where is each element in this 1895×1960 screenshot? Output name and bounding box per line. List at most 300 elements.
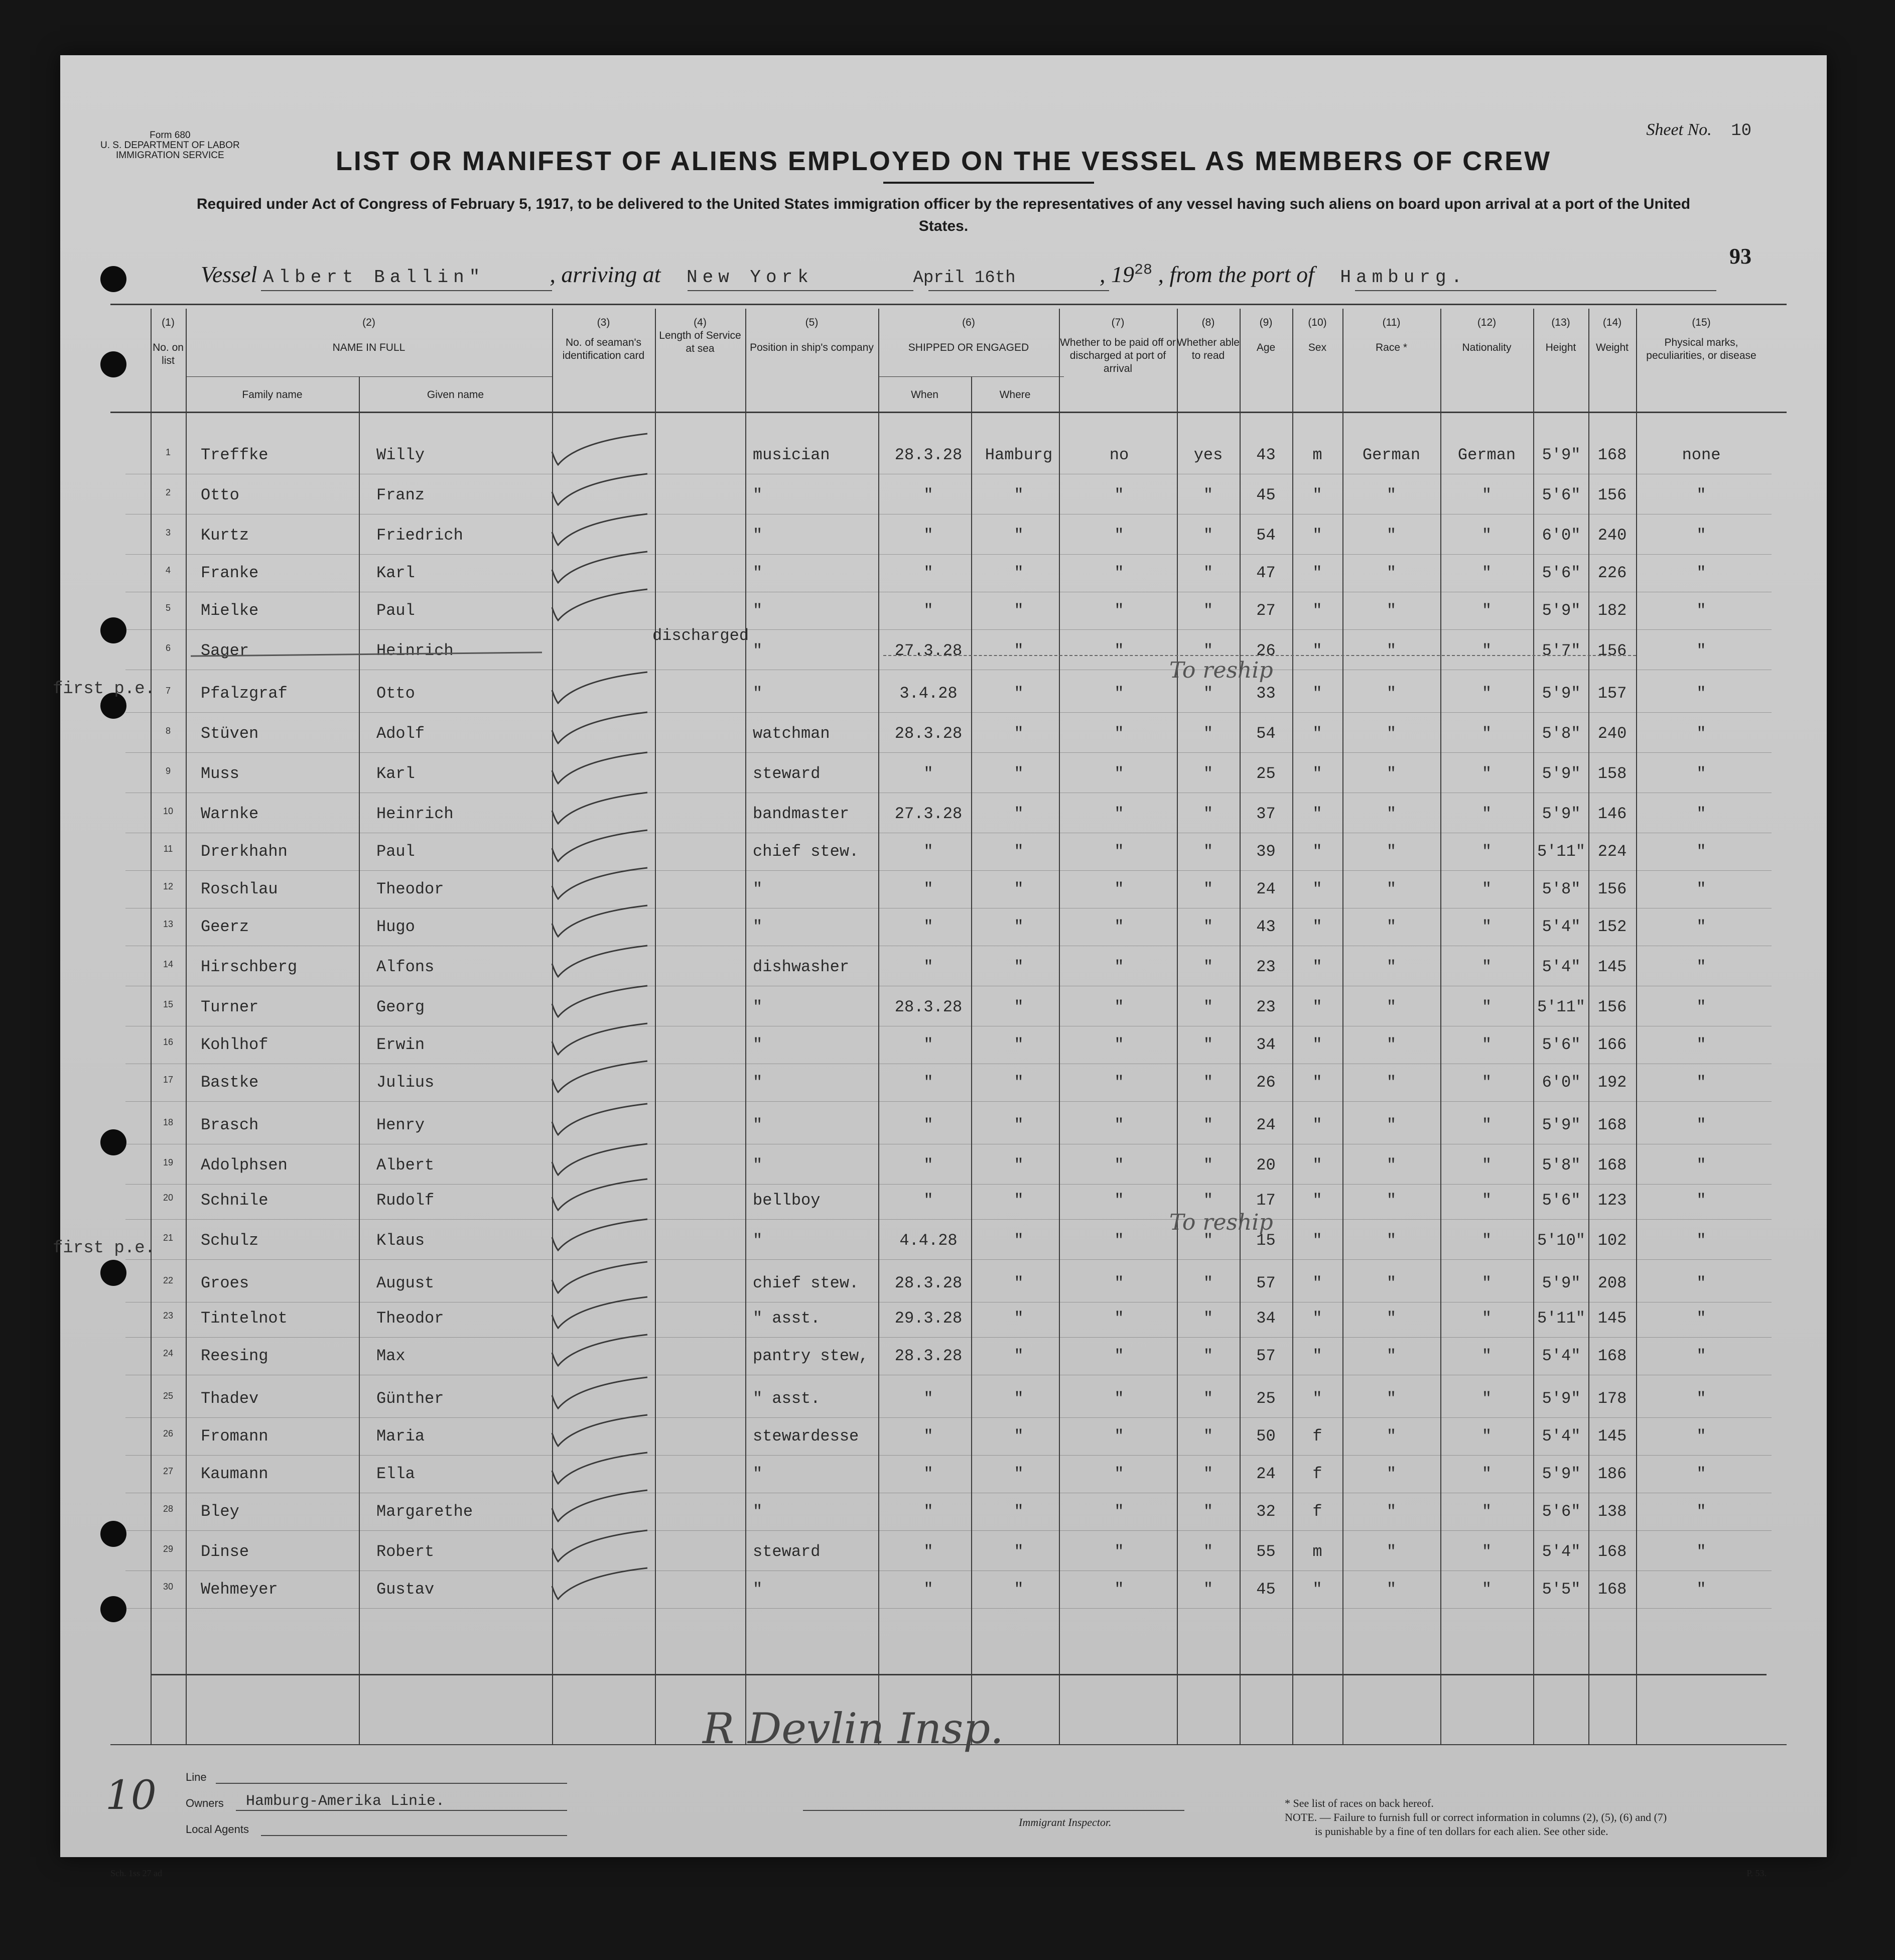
cell-height: 5'4": [1542, 958, 1581, 976]
underline: [1355, 290, 1716, 291]
vessel-label: Vessel: [201, 262, 257, 287]
cell-age: 39: [1256, 842, 1276, 861]
cell-marks: ": [1696, 880, 1706, 898]
cell-race: ": [1386, 1116, 1397, 1134]
cell-paid: ": [1114, 486, 1124, 504]
col-6b-header: Where: [999, 389, 1031, 401]
cell-position: " asst.: [753, 1389, 821, 1408]
cell-weight: 168: [1597, 1580, 1627, 1599]
cell-when: 4.4.28: [899, 1231, 958, 1250]
checkmark-icon: [542, 472, 652, 507]
cell-when: ": [923, 1542, 933, 1561]
table-end-rule: [151, 1674, 1767, 1675]
cell-read: ": [1203, 641, 1213, 660]
cell-height: 5'9": [1542, 764, 1581, 783]
cell-race: ": [1386, 880, 1397, 898]
row-number: 8: [165, 726, 171, 736]
cell-family: Stüven: [201, 724, 259, 743]
cell-position: bellboy: [753, 1191, 821, 1210]
cell-race: ": [1386, 1231, 1397, 1250]
sheet-number: [1646, 120, 1751, 141]
cell-height: 5'4": [1542, 1542, 1581, 1561]
cell-position: ": [753, 1035, 763, 1054]
cell-when: ": [923, 564, 933, 582]
cell-race: ": [1386, 998, 1397, 1016]
cell-when: ": [923, 918, 933, 936]
cell-nat: ": [1481, 1156, 1492, 1174]
checkmark-icon: [542, 1333, 652, 1368]
row-number: 24: [163, 1348, 174, 1358]
cell-marks: ": [1696, 1542, 1706, 1561]
cell-height: 5'9": [1542, 601, 1581, 620]
cell-when: ": [923, 958, 933, 976]
cell-read: ": [1203, 998, 1213, 1016]
cell-where: ": [1014, 724, 1024, 743]
cell-marks: ": [1696, 1191, 1706, 1210]
underline: [803, 1810, 1184, 1811]
cell-given: Hugo: [376, 918, 415, 936]
col-divider: [1533, 309, 1534, 1744]
cell-when: ": [923, 1156, 933, 1174]
cell-given: Adolf: [376, 724, 425, 743]
cell-when: ": [923, 1389, 933, 1408]
cell-given: Henry: [376, 1116, 425, 1134]
checkmark-icon: [542, 710, 652, 745]
cell-marks: ": [1696, 1465, 1706, 1483]
binder-hole: [100, 1129, 126, 1155]
cell-height: 5'10": [1537, 1231, 1585, 1250]
cell-nat: ": [1481, 486, 1492, 504]
reship-note: To reship: [1169, 1210, 1273, 1235]
cell-age: 27: [1256, 601, 1276, 620]
cell-weight: 158: [1597, 764, 1627, 783]
row-number: 26: [163, 1428, 174, 1439]
checkmark-icon: [542, 944, 652, 979]
cell-when: ": [923, 486, 933, 504]
underline: [928, 290, 1109, 291]
cell-family: Brasch: [201, 1116, 259, 1134]
cell-paid: ": [1114, 1274, 1124, 1292]
row-rule: [125, 1455, 1772, 1456]
cell-when: ": [923, 842, 933, 861]
col-12-header: [1440, 316, 1533, 354]
checkmark-icon: [542, 791, 652, 826]
cell-marks: ": [1696, 724, 1706, 743]
arriving-port: New York: [686, 267, 814, 288]
cell-read: ": [1203, 842, 1213, 861]
cell-where: ": [1014, 842, 1024, 861]
cell-race: ": [1386, 1389, 1397, 1408]
col-6a-header: When: [911, 389, 938, 401]
row-rule: [125, 1259, 1772, 1260]
cell-marks: ": [1696, 1427, 1706, 1446]
cell-read: ": [1203, 1191, 1213, 1210]
row-number: 17: [163, 1075, 174, 1085]
cell-given: August: [376, 1274, 435, 1292]
cell-read: ": [1203, 1309, 1213, 1328]
cell-read: ": [1203, 1116, 1213, 1134]
cell-position: ": [753, 918, 763, 936]
cell-race: German: [1362, 446, 1421, 464]
cell-where: ": [1014, 1274, 1024, 1292]
cell-weight: 123: [1597, 1191, 1627, 1210]
cell-sex: ": [1312, 486, 1322, 504]
cell-where: ": [1014, 601, 1024, 620]
cell-race: ": [1386, 724, 1397, 743]
col-title: No. of seaman's identification card: [562, 337, 645, 361]
cell-age: 26: [1256, 1073, 1276, 1092]
cell-height: 5'7": [1542, 641, 1581, 660]
cell-sex: ": [1312, 526, 1322, 545]
cell-where: ": [1014, 958, 1024, 976]
cell-nat: ": [1481, 1542, 1492, 1561]
cell-when: ": [923, 601, 933, 620]
col-title: Length of Service at sea: [659, 330, 741, 354]
cell-race: ": [1386, 842, 1397, 861]
cell-sex: ": [1312, 564, 1322, 582]
col-number: (15): [1692, 317, 1711, 328]
cell-nat: ": [1481, 564, 1492, 582]
cell-position: ": [753, 641, 763, 660]
cell-marks: ": [1696, 1116, 1706, 1134]
cell-given: Theodor: [376, 880, 444, 898]
row-number: 4: [165, 565, 171, 575]
cell-sex: ": [1312, 1274, 1322, 1292]
cell-nat: ": [1481, 1116, 1492, 1134]
cell-position: dishwasher: [753, 958, 850, 976]
cell-height: 5'6": [1542, 564, 1581, 582]
cell-race: ": [1386, 1347, 1397, 1365]
cell-sex: ": [1312, 1347, 1322, 1365]
cell-paid: ": [1114, 526, 1124, 545]
col-10-header: [1292, 316, 1342, 354]
checkmark-icon: [542, 1413, 652, 1448]
cell-when: 28.3.28: [894, 1274, 963, 1292]
binder-hole: [100, 266, 126, 292]
col-number: (4): [694, 317, 707, 328]
cell-nat: ": [1481, 601, 1492, 620]
cell-weight: 102: [1597, 1231, 1627, 1250]
cell-age: 33: [1256, 684, 1276, 703]
col-2a-header: Family name: [242, 389, 303, 401]
cell-marks: ": [1696, 1309, 1706, 1328]
cell-paid: ": [1114, 641, 1124, 660]
cell-given: Max: [376, 1347, 405, 1365]
cell-where: ": [1014, 764, 1024, 783]
cell-race: ": [1386, 1580, 1397, 1599]
cell-weight: 156: [1597, 486, 1627, 504]
inspector-label: Immigrant Inspector.: [1019, 1816, 1112, 1828]
cell-weight: 224: [1597, 842, 1627, 861]
cell-given: Heinrich: [376, 641, 454, 660]
cell-marks: ": [1696, 958, 1706, 976]
col-title: Weight: [1596, 342, 1629, 353]
cell-nat: ": [1481, 958, 1492, 976]
row-number: 29: [163, 1544, 174, 1554]
cell-read: ": [1203, 601, 1213, 620]
cell-weight: 145: [1597, 958, 1627, 976]
cell-paid: ": [1114, 601, 1124, 620]
cell-sex: m: [1312, 1542, 1322, 1561]
cell-family: Adolphsen: [201, 1156, 288, 1174]
cell-weight: 145: [1597, 1427, 1627, 1446]
cell-height: 5'11": [1537, 998, 1585, 1016]
cell-marks: ": [1696, 805, 1706, 823]
checkmark-icon: [542, 828, 652, 863]
cell-marks: ": [1696, 1274, 1706, 1292]
col-15-header: [1636, 316, 1767, 362]
reship-note: To reship: [1169, 658, 1273, 683]
cell-age: 55: [1256, 1542, 1276, 1561]
cell-when: ": [923, 1116, 933, 1134]
cell-position: ": [753, 1116, 763, 1134]
row-rule: [125, 1530, 1772, 1531]
cell-marks: ": [1696, 1156, 1706, 1174]
cell-position: ": [753, 564, 763, 582]
col-divider: [1059, 309, 1060, 1744]
cell-height: 5'9": [1542, 446, 1581, 464]
cell-nat: ": [1481, 1231, 1492, 1250]
cell-read: ": [1203, 684, 1213, 703]
cell-nat: ": [1481, 1274, 1492, 1292]
cell-given: Paul: [376, 842, 415, 861]
fine-note-cont: is punishable by a fine of ten dollars for each alien. See other side.: [1315, 1825, 1608, 1838]
cell-where: ": [1014, 880, 1024, 898]
cell-sex: ": [1312, 1156, 1322, 1174]
cell-weight: 138: [1597, 1502, 1627, 1521]
binder-hole: [100, 617, 126, 643]
cell-age: 15: [1256, 1231, 1276, 1250]
cell-given: Paul: [376, 601, 415, 620]
cell-height: 5'6": [1542, 1035, 1581, 1054]
year-suffix: 28: [1134, 262, 1152, 279]
cell-read: ": [1203, 1465, 1213, 1483]
col-1-header: [151, 316, 186, 367]
underline: [688, 290, 913, 291]
col-divider: [359, 376, 360, 1744]
cell-given: Rudolf: [376, 1191, 435, 1210]
cell-marks: ": [1696, 1231, 1706, 1250]
cell-given: Erwin: [376, 1035, 425, 1054]
row-number: 11: [163, 844, 173, 854]
page-subtitle: Required under Act of Congress of February 5, 1917, to be delivered to the United States immigration officer by the representatives of any vessel having such aliens on board upon arrival at a port of the United States.: [196, 196, 1691, 234]
cell-family: Warnke: [201, 805, 259, 823]
col-title: No. on list: [153, 342, 184, 366]
cell-nat: ": [1481, 526, 1492, 545]
line-label: Line: [186, 1771, 207, 1783]
cell-where: ": [1014, 1580, 1024, 1599]
cell-age: 54: [1256, 724, 1276, 743]
col-2-header: [186, 316, 552, 354]
cell-paid: ": [1114, 764, 1124, 783]
cell-family: Otto: [201, 486, 239, 504]
col-number: (7): [1111, 317, 1125, 328]
binder-hole: [100, 351, 126, 377]
cell-read: ": [1203, 1231, 1213, 1250]
cell-read: ": [1203, 564, 1213, 582]
year-prefix: , 19: [1099, 262, 1134, 287]
row-rule: [125, 1337, 1772, 1338]
checkmark-icon: [542, 1021, 652, 1057]
cell-weight: 168: [1597, 1347, 1627, 1365]
cell-age: 43: [1256, 918, 1276, 936]
cell-marks: ": [1696, 684, 1706, 703]
cell-sex: ": [1312, 1191, 1322, 1210]
from-port: Hamburg.: [1340, 267, 1467, 288]
col-number: (1): [162, 317, 175, 328]
col-title: NAME IN FULL: [332, 342, 405, 353]
col-13-header: [1533, 316, 1588, 354]
checkmark-icon: [542, 1566, 652, 1601]
from-label: , from the port of: [1158, 262, 1314, 287]
col-title: Whether to be paid off or discharged at port of arrival: [1060, 337, 1176, 374]
cell-marks: ": [1696, 842, 1706, 861]
cell-family: Hirschberg: [201, 958, 298, 976]
cell-marks: none: [1682, 446, 1721, 464]
cell-marks: ": [1696, 486, 1706, 504]
checkmark-icon: [542, 1142, 652, 1177]
cell-given: Franz: [376, 486, 425, 504]
col-title: SHIPPED OR ENGAGED: [908, 342, 1029, 353]
checkmark-icon: [542, 1451, 652, 1486]
name-subheader-rule: [186, 376, 552, 377]
cell-height: 5'9": [1542, 1389, 1581, 1408]
col-3-header: [552, 316, 655, 362]
cell-nat: ": [1481, 805, 1492, 823]
cell-height: 5'4": [1542, 1347, 1581, 1365]
cell-nat: ": [1481, 1347, 1492, 1365]
cell-when: ": [923, 526, 933, 545]
cell-family: Thadev: [201, 1389, 259, 1408]
cell-weight: 208: [1597, 1274, 1627, 1292]
cell-marks: ": [1696, 1035, 1706, 1054]
cell-nat: ": [1481, 918, 1492, 936]
cell-where: ": [1014, 1502, 1024, 1521]
cell-height: 5'4": [1542, 918, 1581, 936]
cell-marks: ": [1696, 1073, 1706, 1092]
cell-given: Heinrich: [376, 805, 454, 823]
col-number: (5): [805, 317, 819, 328]
cell-given: Julius: [376, 1073, 435, 1092]
checkmark-icon: [542, 1260, 652, 1295]
cell-sex: m: [1312, 446, 1322, 464]
row-number: 16: [163, 1037, 174, 1047]
row-rule: [125, 712, 1772, 713]
cell-age: 32: [1256, 1502, 1276, 1521]
cell-sex: ": [1312, 880, 1322, 898]
cell-family: Muss: [201, 764, 239, 783]
col-divider: [1636, 309, 1637, 1744]
cell-where: ": [1014, 1191, 1024, 1210]
cell-sex: ": [1312, 724, 1322, 743]
checkmark-icon: [542, 1102, 652, 1137]
cell-paid: ": [1114, 1580, 1124, 1599]
cell-weight: 178: [1597, 1389, 1627, 1408]
row-number: 13: [163, 919, 174, 929]
cell-race: ": [1386, 564, 1397, 582]
cell-family: Bley: [201, 1502, 239, 1521]
cell-family: Sager: [201, 641, 249, 660]
col-6-header: [878, 316, 1059, 354]
cell-read: yes: [1193, 446, 1223, 464]
cell-family: Pfalzgraf: [201, 684, 288, 703]
cell-family: Mielke: [201, 601, 259, 620]
cell-paid: ": [1114, 1073, 1124, 1092]
col-title: Position in ship's company: [750, 342, 874, 353]
vessel-name: Albert Ballin": [262, 267, 485, 288]
checkmark-icon: [542, 1295, 652, 1330]
cell-height: 5'11": [1537, 1309, 1585, 1328]
col-divider: [878, 309, 879, 1744]
cell-height: 5'9": [1542, 1465, 1581, 1483]
checkmark-icon: [542, 1375, 652, 1410]
cell-family: Kohlhof: [201, 1035, 268, 1054]
cell-weight: 186: [1597, 1465, 1627, 1483]
col-number: (10): [1308, 317, 1327, 328]
cell-age: 34: [1256, 1035, 1276, 1054]
col-divider: [1588, 309, 1589, 1744]
cell-given: Albert: [376, 1156, 435, 1174]
cell-height: 6'0": [1542, 1073, 1581, 1092]
cell-age: 17: [1256, 1191, 1276, 1210]
cell-sex: f: [1312, 1427, 1322, 1446]
cell-given: Klaus: [376, 1231, 425, 1250]
cell-family: Roschlau: [201, 880, 278, 898]
cell-nat: ": [1481, 1035, 1492, 1054]
col-number: (12): [1477, 317, 1497, 328]
cell-sex: ": [1312, 1116, 1322, 1134]
cell-where: ": [1014, 1309, 1024, 1328]
cell-family: Bastke: [201, 1073, 259, 1092]
cell-position: bandmaster: [753, 805, 850, 823]
cell-nat: ": [1481, 1191, 1492, 1210]
cell-read: ": [1203, 1580, 1213, 1599]
cell-position: ": [753, 1502, 763, 1521]
cell-age: 25: [1256, 1389, 1276, 1408]
cell-height: 6'0": [1542, 526, 1581, 545]
manifest-sheet: [53, 55, 1827, 1878]
cell-read: ": [1203, 724, 1213, 743]
cell-given: Karl: [376, 764, 415, 783]
cell-family: Turner: [201, 998, 259, 1016]
cell-marks: ": [1696, 641, 1706, 660]
row-number: 3: [165, 528, 171, 538]
cell-when: ": [923, 1073, 933, 1092]
cell-weight: 182: [1597, 601, 1627, 620]
cell-read: ": [1203, 486, 1213, 504]
col-number: (8): [1201, 317, 1215, 328]
cell-position: ": [753, 1231, 763, 1250]
col-divider: [1440, 309, 1441, 1744]
cell-position: ": [753, 601, 763, 620]
cell-paid: ": [1114, 1542, 1124, 1561]
row-number: 12: [163, 881, 174, 891]
cell-age: 50: [1256, 1427, 1276, 1446]
cell-read: ": [1203, 1427, 1213, 1446]
cell-read: ": [1203, 805, 1213, 823]
col-number: (9): [1259, 317, 1273, 328]
cell-weight: 145: [1597, 1309, 1627, 1328]
cell-when: ": [923, 1427, 933, 1446]
cell-when: 27.3.28: [894, 641, 963, 660]
cell-where: ": [1014, 684, 1024, 703]
cell-age: 37: [1256, 805, 1276, 823]
cell-race: ": [1386, 1502, 1397, 1521]
cell-height: 5'5": [1542, 1580, 1581, 1599]
cell-when: 29.3.28: [894, 1309, 963, 1328]
cell-paid: ": [1114, 1231, 1124, 1250]
col-2b-header: Given name: [427, 389, 484, 401]
